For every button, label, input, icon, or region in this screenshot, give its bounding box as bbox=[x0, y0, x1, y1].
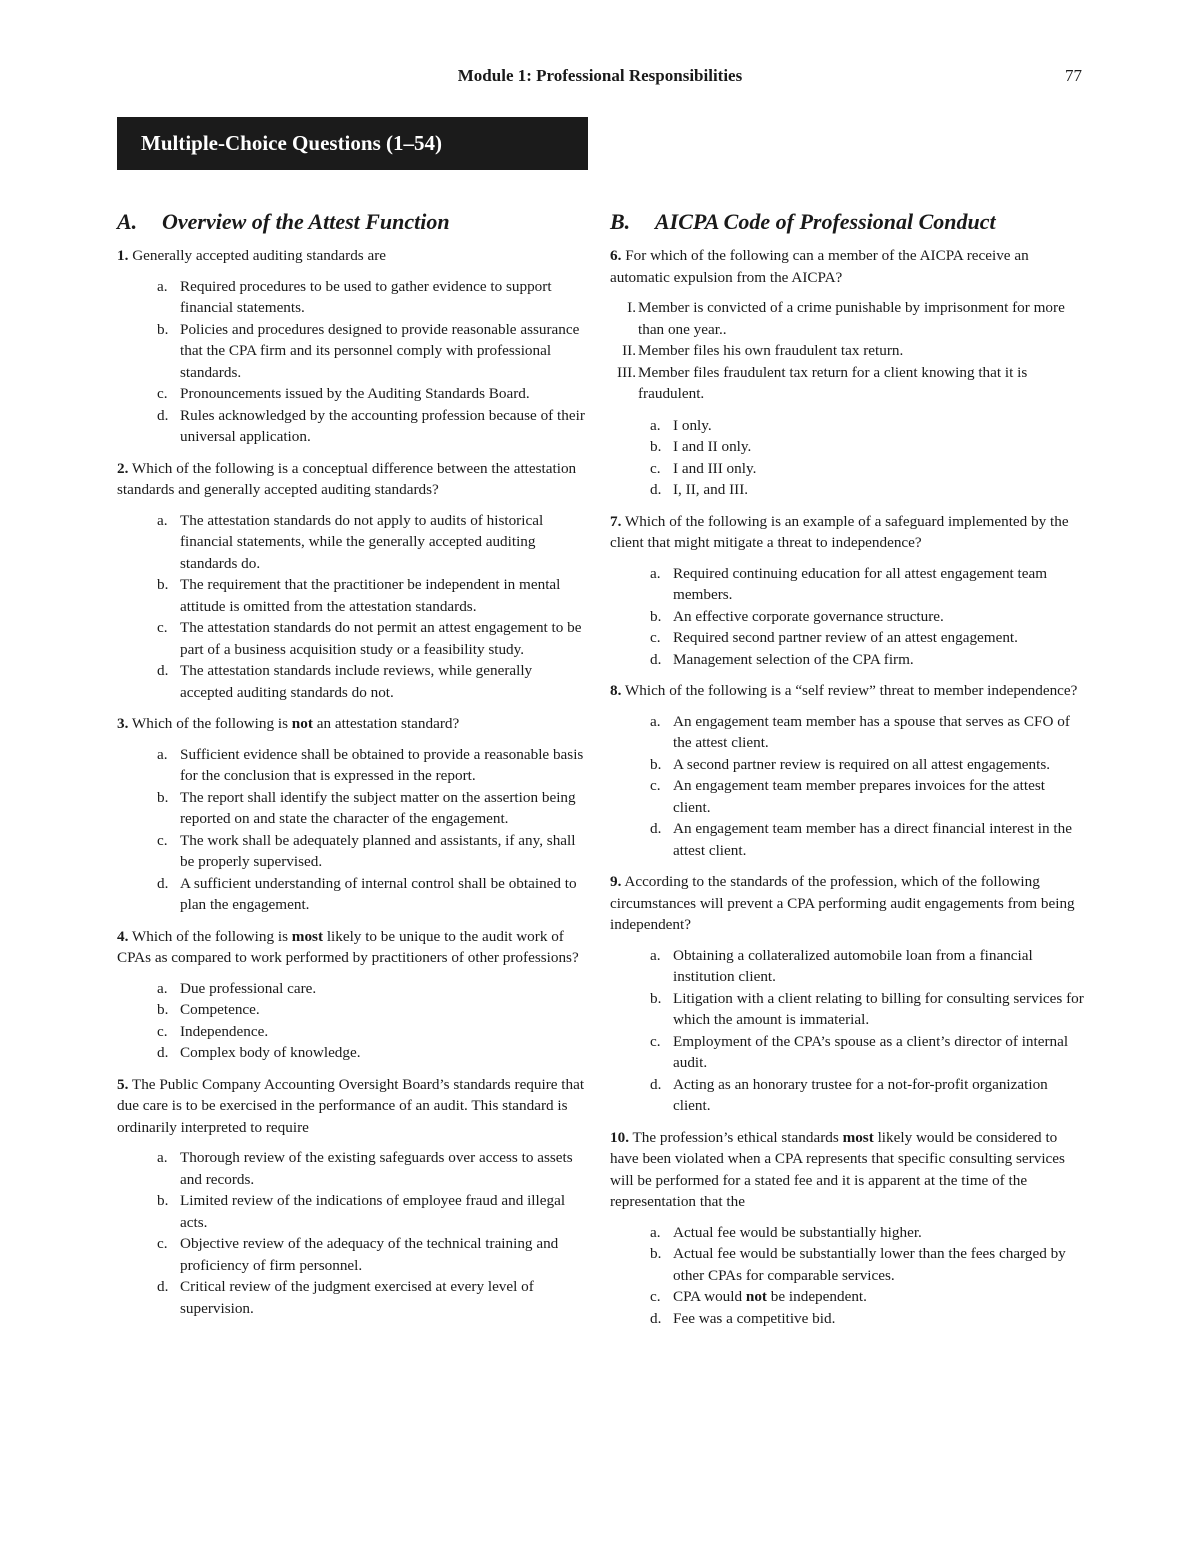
options-list bbox=[117, 978, 589, 1064]
question-number: 5. bbox=[117, 1075, 129, 1093]
option-text: Complex body of knowledge. bbox=[180, 1044, 361, 1061]
question-emphasis: most bbox=[842, 1128, 874, 1146]
question-number: 3. bbox=[117, 715, 129, 732]
question-number: 4. bbox=[117, 927, 129, 945]
option-letter: d. bbox=[157, 1044, 169, 1061]
question-stem: Which of the following is bbox=[131, 927, 292, 945]
option-letter: c. bbox=[650, 1288, 661, 1305]
option-item bbox=[610, 1074, 1085, 1117]
option-text: I and III only. bbox=[673, 459, 757, 477]
option-item bbox=[117, 1042, 589, 1064]
option-letter: a. bbox=[157, 745, 168, 763]
option-letter: c. bbox=[157, 619, 168, 636]
question-3 bbox=[117, 713, 589, 735]
question-stem: an attestation standard? bbox=[312, 715, 460, 732]
option-letter: a. bbox=[157, 277, 168, 295]
option-letter: d. bbox=[650, 1309, 662, 1327]
option-letter: c. bbox=[650, 459, 661, 477]
option-letter: b. bbox=[650, 607, 662, 625]
option-text: An engagement team member has a spouse that serves as CFO of the attest client. bbox=[673, 712, 1070, 751]
option-letter: b. bbox=[650, 438, 662, 455]
option-text: A sufficient understanding of internal control shall be obtained to plan the engagement. bbox=[180, 874, 577, 913]
option-letter: b. bbox=[650, 989, 662, 1007]
option-item bbox=[610, 1222, 1085, 1244]
options-list bbox=[610, 563, 1085, 671]
option-text: Obtaining a collateralized automobile loan from a financial institution client. bbox=[673, 946, 1033, 985]
option-item bbox=[117, 276, 589, 319]
option-item bbox=[117, 510, 589, 575]
option-letter: c. bbox=[650, 777, 661, 794]
option-item bbox=[610, 818, 1085, 861]
option-item bbox=[117, 1233, 589, 1276]
question-number: 9. bbox=[610, 873, 622, 890]
option-text: Objective review of the adequacy of the technical training and proficiency of firm personnel. bbox=[180, 1235, 559, 1274]
option-letter: b. bbox=[157, 1001, 169, 1018]
option-letter: a. bbox=[650, 1223, 661, 1241]
page-number: 77 bbox=[1065, 66, 1082, 85]
option-text: I, II, and III. bbox=[673, 481, 749, 498]
option-text: Required continuing education for all attest engagement team members. bbox=[673, 564, 1048, 603]
option-text: Acting as an honorary trustee for a not-for-profit organization client. bbox=[673, 1075, 1048, 1114]
option-letter: d. bbox=[157, 662, 169, 679]
option-letter: d. bbox=[157, 406, 169, 424]
question-stem: Which of the following is a conceptual difference between the attestation standards and generally accepted auditing standards? bbox=[117, 459, 577, 498]
option-item bbox=[117, 1190, 589, 1233]
option-letter: b. bbox=[650, 1245, 662, 1262]
option-text: Policies and procedures designed to provide reasonable assurance that the CPA firm and its personnel comply with professional standards. bbox=[180, 320, 580, 381]
question-7 bbox=[610, 511, 1085, 554]
options-list bbox=[610, 1222, 1085, 1330]
option-letter: d. bbox=[650, 1075, 662, 1093]
section-banner bbox=[117, 117, 588, 170]
question-number: 7. bbox=[610, 512, 622, 530]
option-item bbox=[610, 945, 1085, 988]
option-letter: c. bbox=[157, 1022, 168, 1040]
option-letter: b. bbox=[157, 1192, 169, 1209]
option-item bbox=[117, 383, 589, 405]
roman-numeral: II. bbox=[622, 342, 636, 359]
question-number: 10. bbox=[610, 1128, 629, 1146]
question-10 bbox=[610, 1127, 1085, 1213]
option-text: Required second partner review of an attest engagement. bbox=[673, 629, 1018, 646]
option-item bbox=[610, 479, 1085, 501]
section-letter: A. bbox=[117, 209, 138, 234]
question-number: 2. bbox=[117, 459, 129, 477]
option-item bbox=[117, 617, 589, 660]
option-item bbox=[610, 988, 1085, 1031]
option-letter: b. bbox=[157, 576, 169, 593]
roman-item bbox=[610, 340, 1085, 362]
option-letter: b. bbox=[157, 788, 169, 806]
option-item bbox=[610, 1286, 1085, 1308]
option-text: The attestation standards do not permit an attest engagement to be part of a business acquisition study or a feasibility study. bbox=[180, 619, 582, 658]
option-text: Litigation with a client relating to billing for consulting services for which the amount is immaterial. bbox=[673, 989, 1084, 1028]
option-item bbox=[117, 978, 589, 1000]
option-letter: c. bbox=[157, 831, 168, 849]
option-text: An effective corporate governance structure. bbox=[673, 607, 944, 625]
roman-item bbox=[610, 362, 1085, 405]
option-text: Due professional care. bbox=[180, 979, 317, 997]
question-stem: likely would be considered to have been violated when a CPA represents that specific consulting services will be performed for a stated fee and it is apparent at the time of the representation that the bbox=[610, 1128, 1065, 1210]
option-item bbox=[117, 999, 589, 1021]
option-item bbox=[610, 754, 1085, 776]
options-list bbox=[610, 711, 1085, 862]
option-text: An engagement team member has a direct financial interest in the attest client. bbox=[673, 820, 1072, 859]
option-item bbox=[117, 660, 589, 703]
options-list bbox=[117, 510, 589, 704]
option-text: Fee was a competitive bid. bbox=[673, 1309, 836, 1327]
option-letter: b. bbox=[650, 755, 662, 773]
option-text: I and II only. bbox=[673, 438, 752, 455]
banner-title: Multiple-Choice Questions (1–54) bbox=[141, 131, 442, 155]
option-text: The work shall be adequately planned and assistants, if any, shall be properly supervised. bbox=[180, 831, 576, 870]
option-item bbox=[117, 873, 589, 916]
option-letter: c. bbox=[157, 1235, 168, 1252]
question-stem: Generally accepted auditing standards are bbox=[132, 247, 387, 264]
option-item bbox=[117, 319, 589, 384]
option-text: CPA would bbox=[673, 1288, 746, 1305]
option-text: A second partner review is required on all attest engagements. bbox=[673, 755, 1051, 773]
question-5 bbox=[117, 1074, 589, 1139]
question-2 bbox=[117, 458, 589, 501]
question-stem: According to the standards of the profession, which of the following circumstances will prevent a CPA performing audit engagements from being independent? bbox=[610, 873, 1075, 933]
question-stem: likely to be unique to the audit work of CPAs as compared to work performed by practitioners of other professions? bbox=[117, 927, 579, 966]
options-list bbox=[117, 744, 589, 916]
question-4 bbox=[117, 926, 589, 969]
option-letter: d. bbox=[157, 1278, 169, 1295]
roman-list bbox=[610, 297, 1085, 405]
option-text: Employment of the CPA’s spouse as a client’s director of internal audit. bbox=[673, 1032, 1069, 1071]
option-text: Required procedures to be used to gather evidence to support financial statements. bbox=[180, 277, 552, 316]
question-1 bbox=[117, 245, 589, 267]
option-item bbox=[610, 711, 1085, 754]
option-item bbox=[117, 744, 589, 787]
option-text: Independence. bbox=[180, 1022, 269, 1040]
option-text: Critical review of the judgment exercised at every level of supervision. bbox=[180, 1278, 534, 1317]
question-8 bbox=[610, 680, 1085, 702]
roman-item bbox=[610, 297, 1085, 340]
option-emphasis: not bbox=[745, 1288, 767, 1305]
question-stem: Which of the following is bbox=[131, 715, 292, 732]
roman-numeral: I. bbox=[627, 299, 636, 316]
question-number: 8. bbox=[610, 682, 622, 699]
options-list bbox=[117, 276, 589, 448]
option-text: The requirement that the practitioner be independent in mental attitude is omitted from the attestation standards. bbox=[180, 576, 561, 615]
option-letter: a. bbox=[650, 712, 661, 730]
section-heading-a bbox=[117, 208, 589, 236]
option-item bbox=[610, 775, 1085, 818]
option-letter: b. bbox=[157, 320, 169, 338]
question-emphasis: not bbox=[291, 715, 313, 732]
option-text: Thorough review of the existing safeguards over access to assets and records. bbox=[180, 1149, 573, 1188]
section-letter: B. bbox=[610, 209, 631, 234]
option-letter: d. bbox=[650, 650, 662, 668]
option-item bbox=[117, 405, 589, 448]
option-text: be independent. bbox=[766, 1288, 867, 1305]
section-title: Overview of the Attest Function bbox=[162, 209, 450, 234]
option-letter: d. bbox=[650, 820, 662, 837]
option-item bbox=[117, 1276, 589, 1319]
option-item bbox=[610, 415, 1085, 437]
option-text: An engagement team member prepares invoices for the attest client. bbox=[673, 777, 1045, 816]
option-text: I only. bbox=[673, 416, 712, 434]
roman-text: Member is convicted of a crime punishable by imprisonment for more than one year.. bbox=[638, 299, 1065, 338]
option-item bbox=[610, 563, 1085, 606]
option-item bbox=[610, 436, 1085, 458]
option-letter: a. bbox=[157, 1149, 168, 1166]
option-text: Actual fee would be substantially lower than the fees charged by other CPAs for comparable services. bbox=[673, 1245, 1066, 1284]
right-column bbox=[610, 208, 1085, 1339]
option-text: The attestation standards do not apply to audits of historical financial statements, while the generally accepted auditing standards do. bbox=[180, 511, 544, 572]
question-stem: Which of the following is an example of a safeguard implemented by the client that might mitigate a threat to independence? bbox=[610, 512, 1069, 551]
option-text: Rules acknowledged by the accounting profession because of their universal application. bbox=[180, 406, 585, 445]
option-item bbox=[117, 574, 589, 617]
options-list bbox=[117, 1147, 589, 1319]
option-letter: d. bbox=[157, 874, 169, 892]
question-number: 1. bbox=[117, 247, 129, 264]
option-letter: a. bbox=[157, 511, 168, 529]
roman-numeral: III. bbox=[617, 363, 636, 381]
option-item bbox=[610, 627, 1085, 649]
option-letter: c. bbox=[650, 1032, 661, 1050]
question-emphasis: most bbox=[291, 927, 324, 945]
option-item bbox=[610, 1308, 1085, 1330]
option-text: Management selection of the CPA firm. bbox=[673, 650, 914, 668]
section-title: AICPA Code of Professional Conduct bbox=[655, 209, 996, 234]
option-item bbox=[117, 1021, 589, 1043]
option-letter: a. bbox=[650, 416, 661, 434]
option-letter: a. bbox=[157, 979, 168, 997]
question-stem: The profession’s ethical standards bbox=[632, 1128, 843, 1146]
question-number: 6. bbox=[610, 247, 622, 264]
running-head bbox=[0, 66, 1200, 90]
option-item bbox=[117, 830, 589, 873]
question-stem: Which of the following is a “self review” threat to member independence? bbox=[624, 682, 1078, 699]
option-letter: a. bbox=[650, 946, 661, 964]
question-stem: For which of the following can a member of the AICPA receive an automatic expulsion from the AICPA? bbox=[610, 247, 1029, 286]
option-letter: c. bbox=[157, 385, 168, 402]
option-text: Competence. bbox=[180, 1001, 260, 1018]
option-text: Sufficient evidence shall be obtained to provide a reasonable basis for the conclusion that is expressed in the report. bbox=[180, 745, 584, 784]
question-6 bbox=[610, 245, 1085, 288]
option-text: Pronouncements issued by the Auditing Standards Board. bbox=[180, 385, 530, 402]
option-item bbox=[117, 1147, 589, 1190]
option-letter: d. bbox=[650, 481, 662, 498]
option-item bbox=[610, 606, 1085, 628]
option-letter: c. bbox=[650, 629, 661, 646]
roman-text: Member files fraudulent tax return for a client knowing that it is fraudulent. bbox=[638, 363, 1028, 402]
options-list bbox=[610, 415, 1085, 501]
option-text: The report shall identify the subject matter on the assertion being reported on and state the character of the engagement. bbox=[180, 788, 576, 827]
option-item bbox=[610, 458, 1085, 480]
option-item bbox=[117, 787, 589, 830]
option-item bbox=[610, 1031, 1085, 1074]
question-stem: The Public Company Accounting Oversight Board’s standards require that due care is to be exercised in the performance of an audit. This standard is ordinarily interpreted to require bbox=[117, 1075, 585, 1136]
option-item bbox=[610, 1243, 1085, 1286]
option-text: The attestation standards include reviews, while generally accepted auditing standards do not. bbox=[180, 662, 533, 701]
question-9 bbox=[610, 871, 1085, 936]
option-text: Actual fee would be substantially higher. bbox=[673, 1223, 922, 1241]
left-column bbox=[117, 208, 589, 1329]
option-letter: a. bbox=[650, 564, 661, 582]
options-list bbox=[610, 945, 1085, 1117]
running-head-title: Module 1: Professional Responsibilities bbox=[457, 66, 743, 85]
option-item bbox=[610, 649, 1085, 671]
option-text: Limited review of the indications of employee fraud and illegal acts. bbox=[180, 1192, 566, 1231]
section-heading-b bbox=[610, 208, 1085, 236]
roman-text: Member files his own fraudulent tax return. bbox=[638, 342, 904, 359]
